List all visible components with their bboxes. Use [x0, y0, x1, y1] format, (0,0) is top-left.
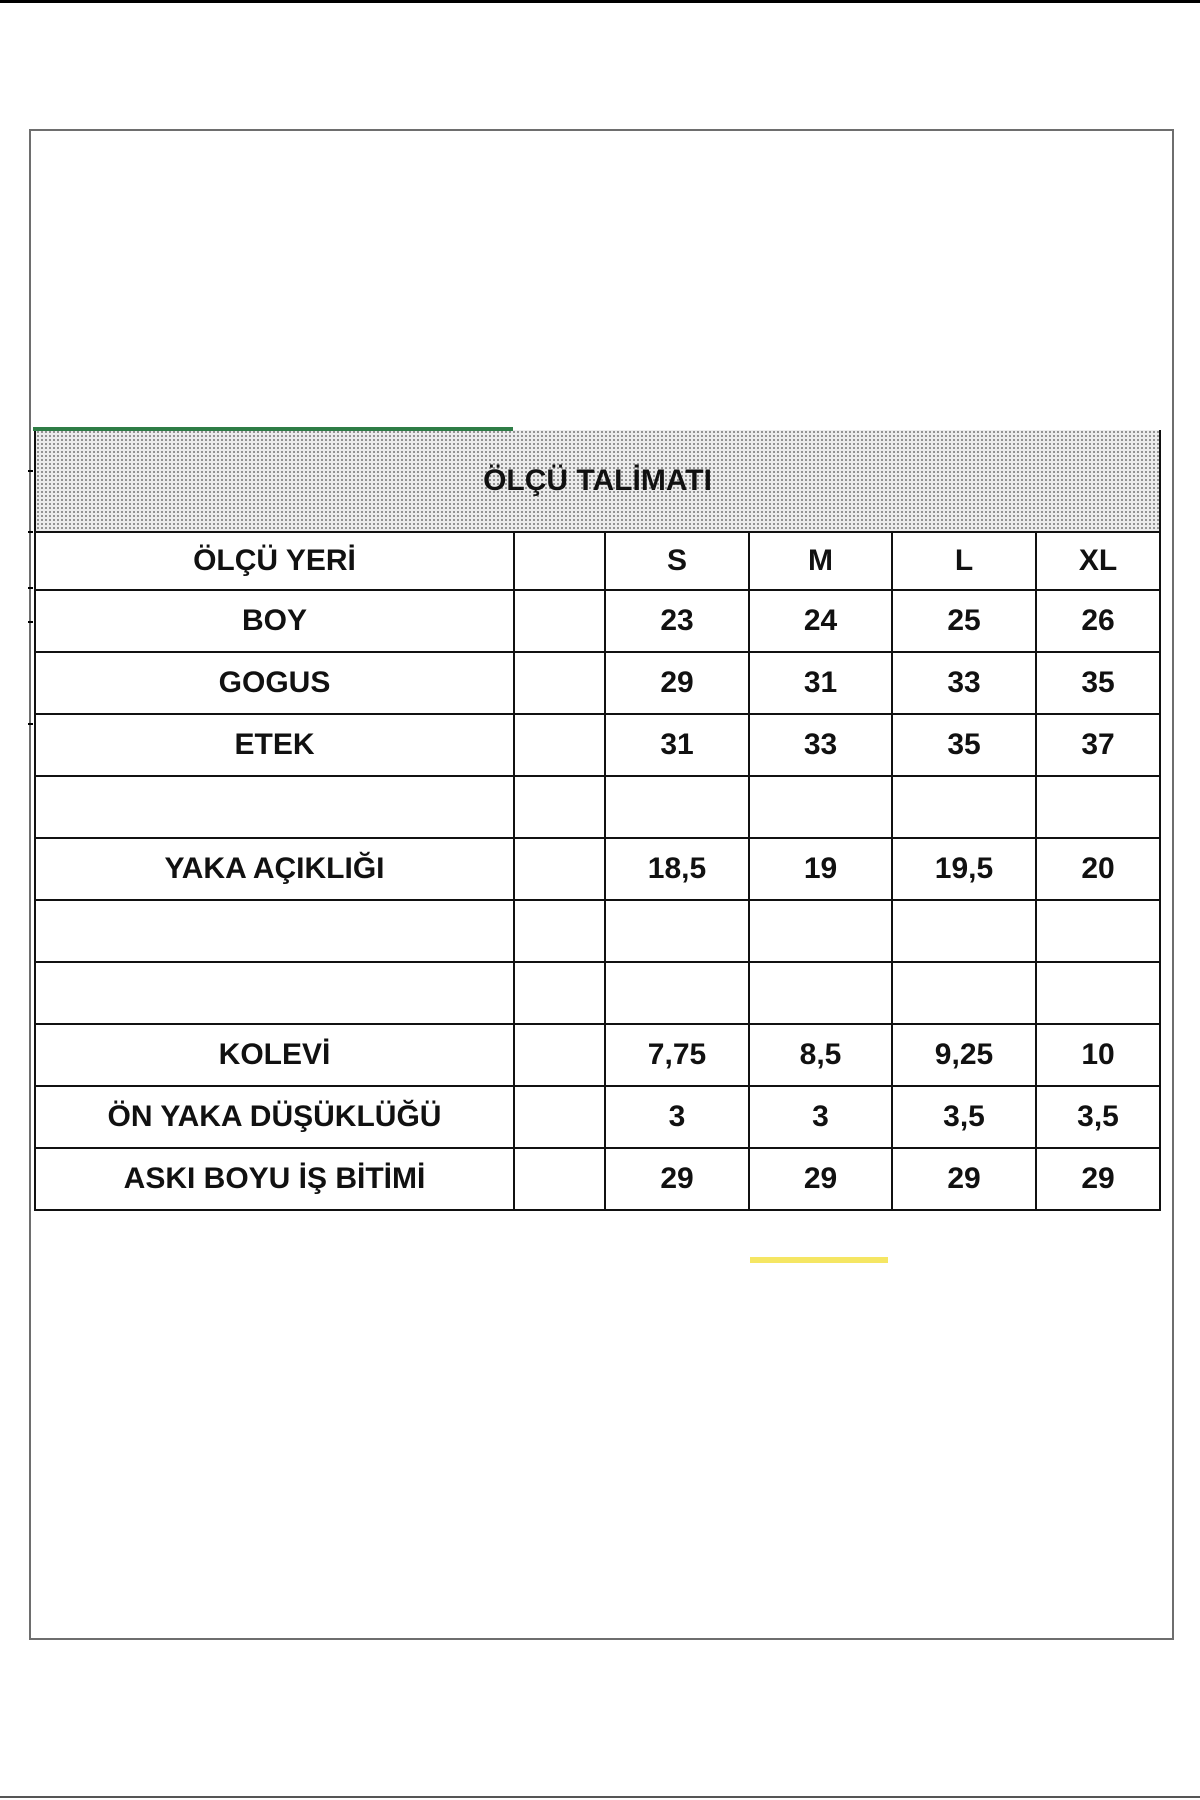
header-size-xl[interactable]: XL: [1036, 532, 1160, 590]
table-row: [35, 776, 1160, 838]
bottom-border: [0, 1796, 1200, 1798]
value-m[interactable]: [749, 776, 892, 838]
row-label[interactable]: [35, 900, 514, 962]
table-row: [35, 962, 1160, 1024]
value-l[interactable]: [892, 900, 1036, 962]
value-s[interactable]: 31: [605, 714, 749, 776]
header-blank[interactable]: [514, 532, 605, 590]
cell-highlight-bar: [750, 1257, 888, 1263]
row-label[interactable]: KOLEVİ: [35, 1024, 514, 1086]
value-m[interactable]: [749, 900, 892, 962]
value-xl[interactable]: 29: [1036, 1148, 1160, 1210]
value-s[interactable]: [605, 900, 749, 962]
value-l[interactable]: [892, 962, 1036, 1024]
value-xl[interactable]: 20: [1036, 838, 1160, 900]
value-s[interactable]: 23: [605, 590, 749, 652]
table-row: [35, 590, 1160, 652]
row-label[interactable]: BOY: [35, 590, 514, 652]
blank-cell[interactable]: [514, 652, 605, 714]
value-m[interactable]: 3: [749, 1086, 892, 1148]
blank-cell[interactable]: [514, 714, 605, 776]
value-xl[interactable]: 35: [1036, 652, 1160, 714]
table-row: [35, 1148, 1160, 1210]
header-size-s[interactable]: S: [605, 532, 749, 590]
value-m[interactable]: 31: [749, 652, 892, 714]
blank-cell[interactable]: [514, 962, 605, 1024]
value-s[interactable]: 18,5: [605, 838, 749, 900]
value-m[interactable]: 24: [749, 590, 892, 652]
value-m[interactable]: 29: [749, 1148, 892, 1210]
value-s[interactable]: 29: [605, 1148, 749, 1210]
table-row: [35, 900, 1160, 962]
value-m[interactable]: [749, 962, 892, 1024]
row-label[interactable]: [35, 962, 514, 1024]
value-s[interactable]: [605, 962, 749, 1024]
blank-cell[interactable]: [514, 1086, 605, 1148]
table-title: ÖLÇÜ TALİMATI: [483, 463, 712, 497]
row-marker: [28, 470, 33, 472]
blank-cell[interactable]: [514, 776, 605, 838]
value-l[interactable]: 3,5: [892, 1086, 1036, 1148]
table-row: [35, 652, 1160, 714]
blank-cell[interactable]: [514, 838, 605, 900]
header-size-l[interactable]: L: [892, 532, 1036, 590]
size-chart-table: [34, 430, 1161, 1211]
value-xl[interactable]: [1036, 900, 1160, 962]
row-label[interactable]: [35, 776, 514, 838]
value-s[interactable]: [605, 776, 749, 838]
table-title-cell[interactable]: [35, 430, 1160, 532]
row-marker: [28, 587, 33, 589]
value-l[interactable]: [892, 776, 1036, 838]
row-marker: [28, 723, 33, 725]
table-row: [35, 1086, 1160, 1148]
value-m[interactable]: 33: [749, 714, 892, 776]
value-m[interactable]: 8,5: [749, 1024, 892, 1086]
table-row: [35, 838, 1160, 900]
blank-cell[interactable]: [514, 1024, 605, 1086]
value-xl[interactable]: [1036, 962, 1160, 1024]
row-marker: [28, 531, 33, 533]
header-size-m[interactable]: M: [749, 532, 892, 590]
value-xl[interactable]: 10: [1036, 1024, 1160, 1086]
row-label[interactable]: GOGUS: [35, 652, 514, 714]
value-s[interactable]: 7,75: [605, 1024, 749, 1086]
row-label[interactable]: YAKA AÇIKLIĞI: [35, 838, 514, 900]
blank-cell[interactable]: [514, 1148, 605, 1210]
top-border: [0, 0, 1200, 3]
table-row: [35, 1024, 1160, 1086]
header-row: [35, 532, 1160, 590]
value-m[interactable]: 19: [749, 838, 892, 900]
title-row: [35, 430, 1160, 532]
row-label[interactable]: ÖN YAKA DÜŞÜKLÜĞÜ: [35, 1086, 514, 1148]
value-l[interactable]: 35: [892, 714, 1036, 776]
table-row: [35, 714, 1160, 776]
value-l[interactable]: 19,5: [892, 838, 1036, 900]
row-label[interactable]: ASKI BOYU İŞ BİTİMİ: [35, 1148, 514, 1210]
row-label[interactable]: ETEK: [35, 714, 514, 776]
value-xl[interactable]: [1036, 776, 1160, 838]
value-xl[interactable]: 26: [1036, 590, 1160, 652]
header-measure-label[interactable]: ÖLÇÜ YERİ: [35, 532, 514, 590]
value-s[interactable]: 29: [605, 652, 749, 714]
row-marker: [28, 621, 33, 623]
value-xl[interactable]: 3,5: [1036, 1086, 1160, 1148]
value-l[interactable]: 29: [892, 1148, 1036, 1210]
value-l[interactable]: 9,25: [892, 1024, 1036, 1086]
blank-cell[interactable]: [514, 590, 605, 652]
value-xl[interactable]: 37: [1036, 714, 1160, 776]
value-s[interactable]: 3: [605, 1086, 749, 1148]
value-l[interactable]: 33: [892, 652, 1036, 714]
cell-selection-accent: [33, 427, 513, 431]
blank-cell[interactable]: [514, 900, 605, 962]
value-l[interactable]: 25: [892, 590, 1036, 652]
